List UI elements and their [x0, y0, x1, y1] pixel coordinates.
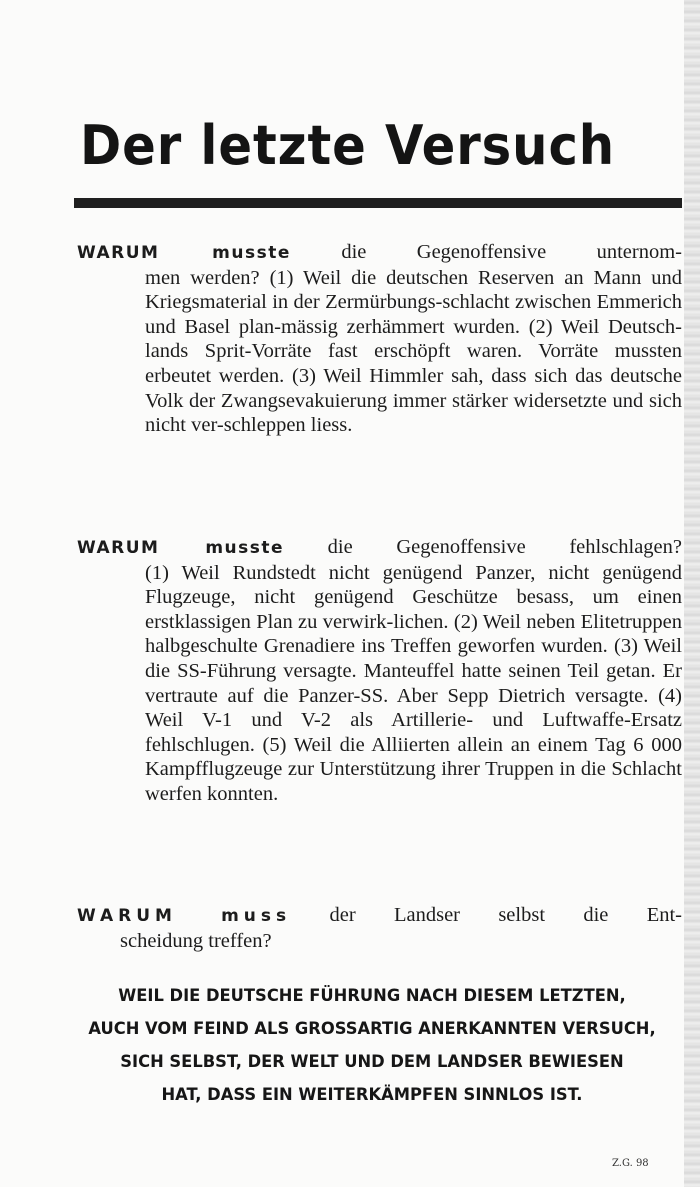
- section-lead: WARUM musste: [77, 243, 291, 263]
- section-why-failed: [72, 535, 682, 807]
- conclusion-line: HAT, DASS EIN WEITERKÄMPFEN SINNLOS IST.: [161, 1085, 583, 1105]
- section-why-undertaken: [72, 240, 682, 438]
- section-question-line: [72, 240, 682, 266]
- section-lead: WARUM muss: [77, 906, 292, 926]
- section-question: die Gegenoffensive fehlschlagen?: [327, 536, 683, 558]
- conclusion-line: AUCH VOM FEIND ALS GROSSARTIG ANERKANNTEN VERSUCH,: [88, 1019, 656, 1039]
- section-question-line: [72, 535, 682, 561]
- section-question: der Landser selbst die Ent-: [329, 904, 683, 926]
- title-underline: [74, 198, 682, 208]
- scanned-page-edge: [684, 0, 700, 1187]
- section-question-line: [72, 903, 682, 929]
- leaflet-title: Der letzte Versuch: [80, 114, 616, 177]
- section-answer: scheidung treffen?: [120, 929, 272, 952]
- section-lead: WARUM musste: [77, 538, 285, 558]
- section-question: die Gegenoffensive unternom-: [341, 241, 682, 263]
- conclusion-text: [74, 980, 669, 1112]
- section-decision: [72, 903, 682, 953]
- conclusion-line: WEIL DIE DEUTSCHE FÜHRUNG NACH DIESEM LETZTEN,: [118, 986, 626, 1006]
- printer-mark: Z.G. 98: [612, 1158, 649, 1169]
- section-answer: (1) Weil Rundstedt nicht genügend Panzer, nicht genügend Flugzeuge, nicht genügend Geschütze besass, um einen erstklassigen Plan zu verwirk-lichen. (2) Weil neben Elitetruppen halbgeschulte Grenadiere ins Treffen geworfen wurden. (3) Weil die SS-Führung versagte. Manteuffel hatte seinen Teil getan. Er vertraute auf die Panzer-SS. Aber Sepp Dietrich versagte. (4) Weil V-1 und V-2 als Artillerie- und Luftwaffe-Ersatz fehlschlugen. (5) Weil die Alliierten allein an einem Tag 6 000 Kampfflugzeuge zur Unterstützung ihrer Truppen in die Schlacht werfen konnten.: [145, 561, 682, 805]
- conclusion-line: SICH SELBST, DER WELT UND DEM LANDSER BEWIESEN: [120, 1052, 624, 1072]
- section-answer: men werden? (1) Weil die deutschen Reserven an Mann und Kriegsmaterial in der Zermürbungs-schlacht zwischen Emmerich und Basel plan-mässig zerhämmert wurden. (2) Weil Deutsch-lands Sprit-Vorräte fast erschöpft waren. Vorräte mussten erbeutet werden. (3) Weil Himmler sah, dass sich das deutsche Volk der Zwangsevakuierung immer stärker widersetzte und sich nicht ver-schleppen liess.: [145, 266, 682, 437]
